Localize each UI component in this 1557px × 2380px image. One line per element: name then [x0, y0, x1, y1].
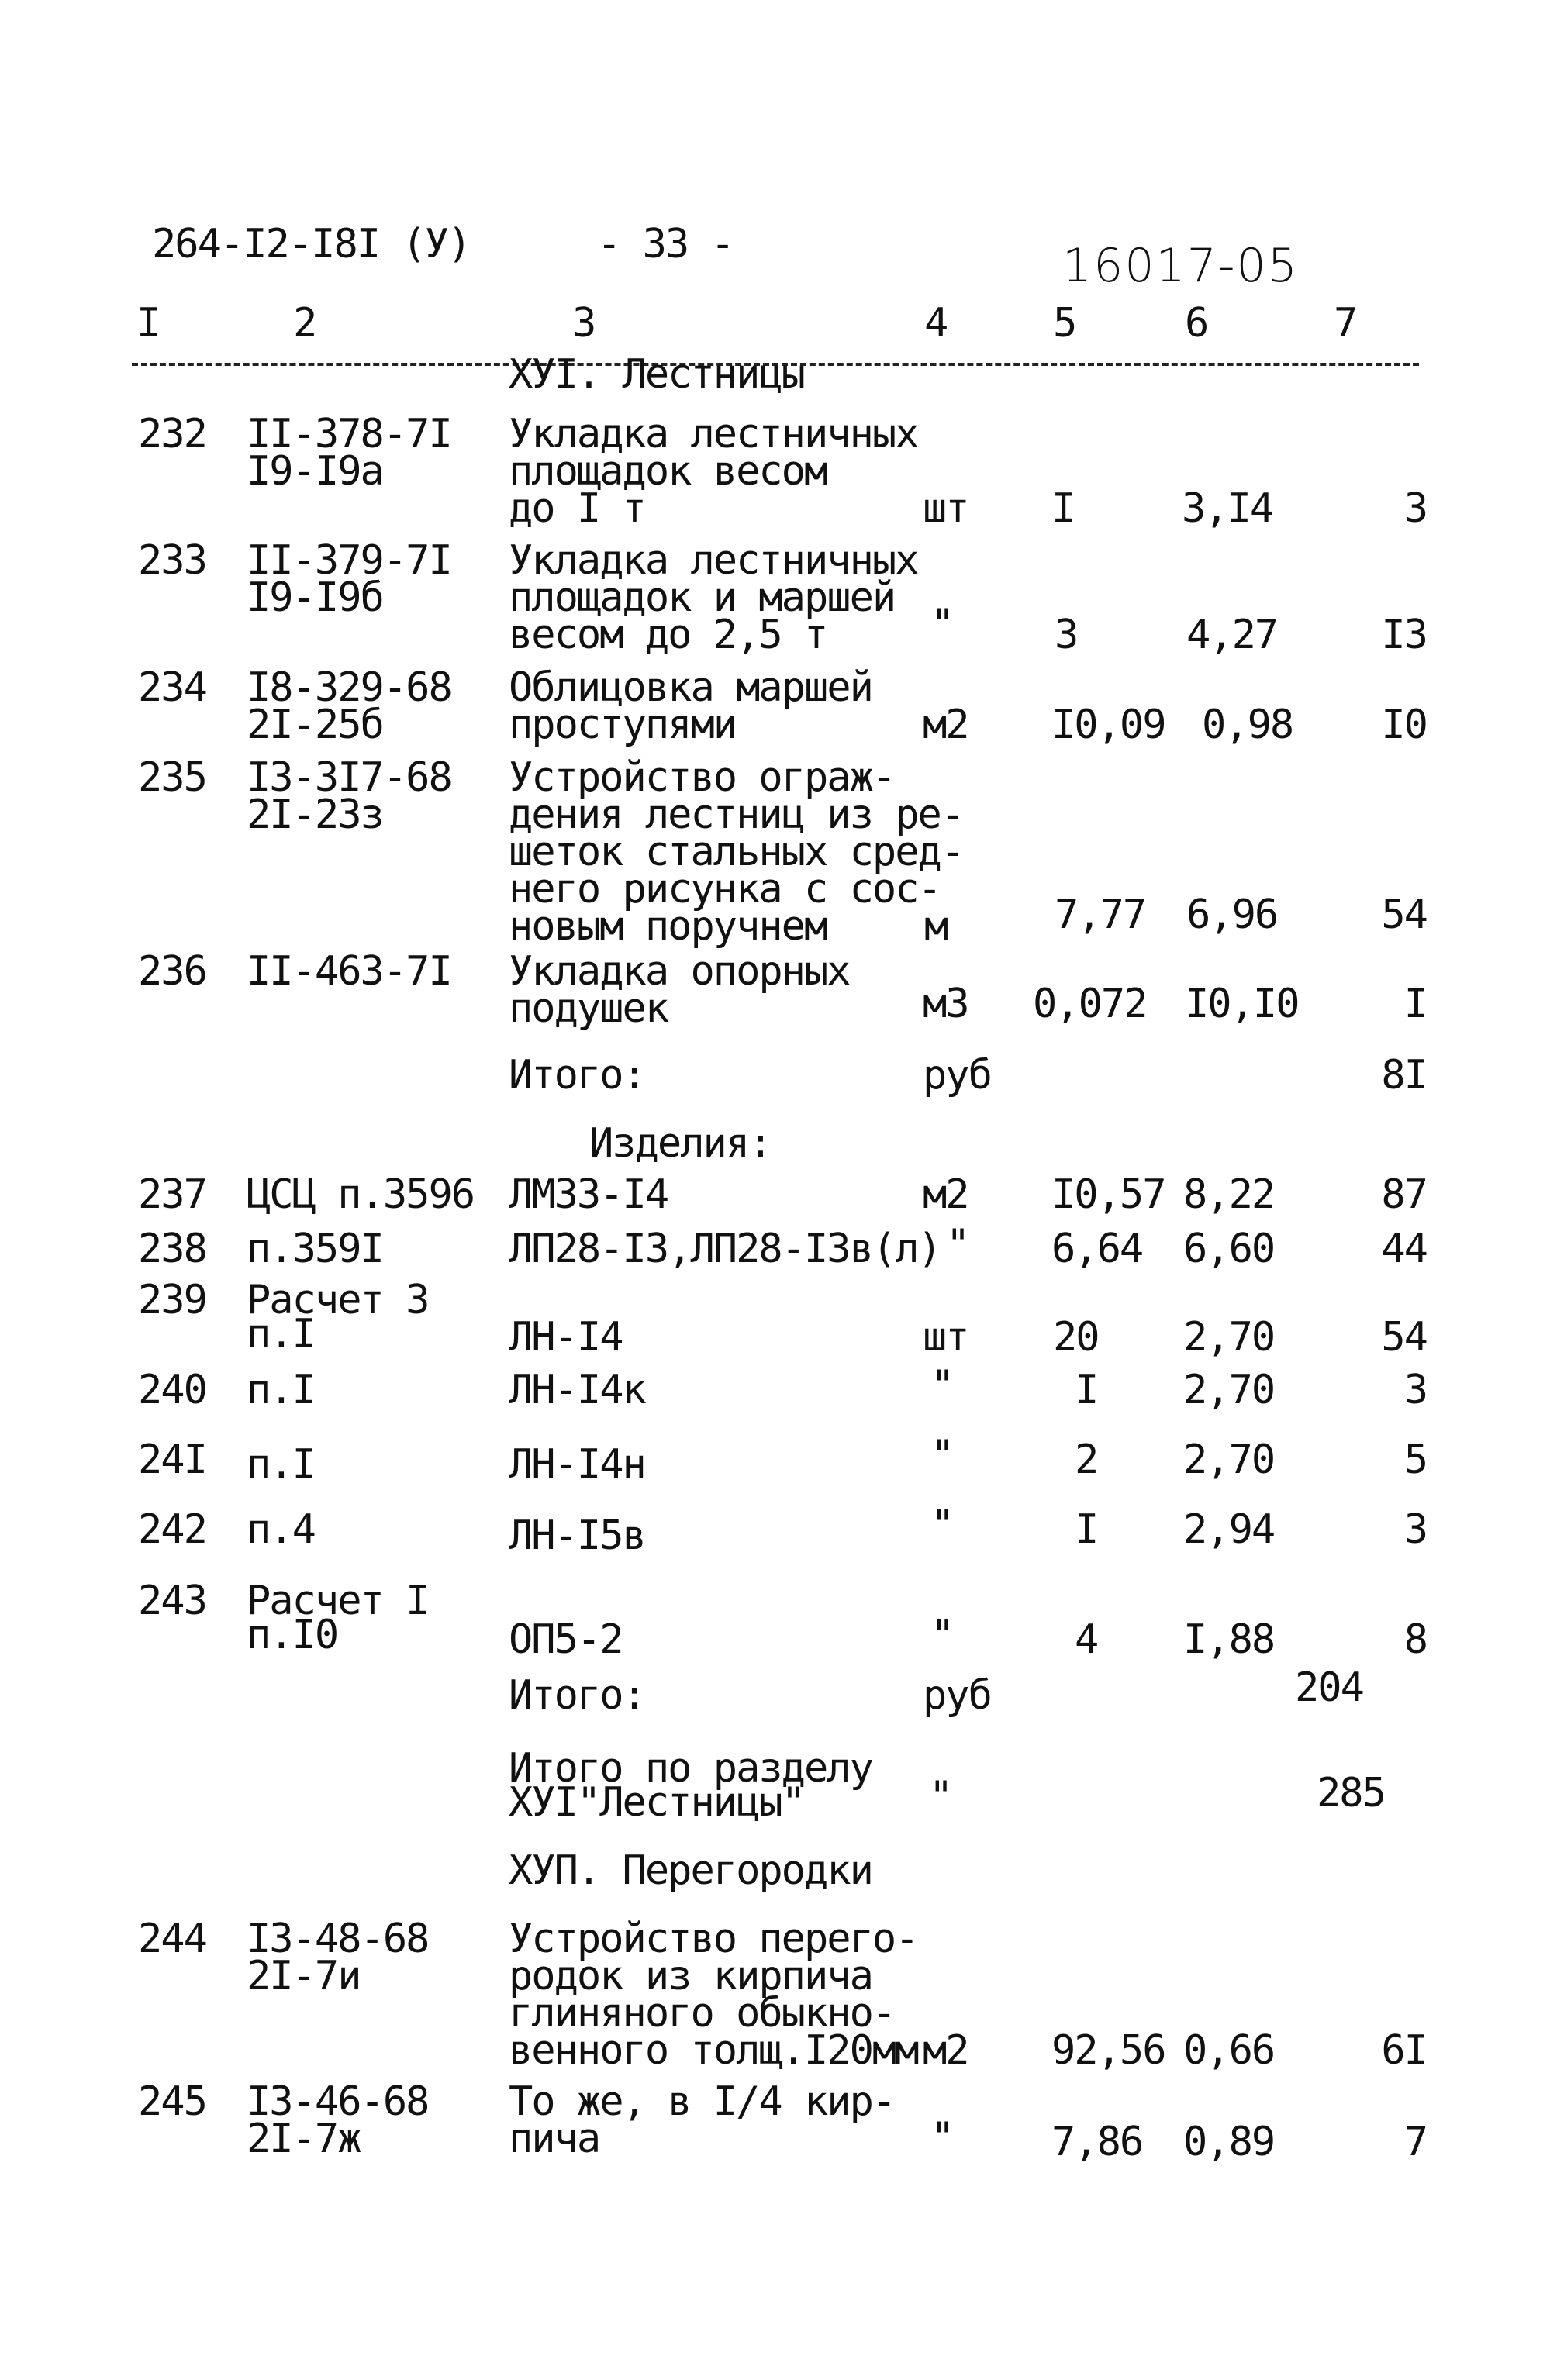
row-price: 2,70 [1183, 1367, 1275, 1413]
row-code: I9-I9б [247, 574, 383, 621]
section-title: ХУI. Лестницы [509, 351, 804, 398]
row-qty: I [1075, 1367, 1098, 1413]
row-unit: " [930, 1432, 954, 1478]
row-qty: 2 [1075, 1437, 1098, 1483]
subtotal-unit: руб [923, 1052, 991, 1099]
row-total: 44 [1381, 1226, 1427, 1272]
row-price: 2,70 [1183, 1437, 1275, 1483]
row-desc: Устройство ограж- [509, 754, 896, 801]
row-desc: глиняного обыкно- [509, 1990, 896, 2037]
row-desc: подушек [509, 985, 668, 1032]
row-desc: Укладка опорных [509, 948, 850, 995]
row-total: 54 [1381, 1314, 1427, 1361]
row-price: I,88 [1183, 1616, 1275, 1663]
section-total-value: 285 [1317, 1770, 1385, 1816]
row-number: 240 [138, 1367, 206, 1413]
row-desc: новым поручнем [509, 903, 827, 950]
row-desc: весом до 2,5 т [509, 612, 827, 658]
row-unit: " [930, 1362, 954, 1409]
row-code: II-379-7I [247, 537, 451, 584]
row-price: 0,98 [1202, 702, 1293, 748]
row-unit: " [930, 1612, 954, 1658]
row-desc: ЛП28-I3,ЛП28-I3в(л) [509, 1226, 941, 1272]
row-total: I0 [1381, 702, 1427, 748]
row-unit: " [946, 1221, 969, 1268]
row-desc: ЛН-I4 [509, 1314, 623, 1361]
row-total: 7 [1403, 2119, 1427, 2165]
row-code: п.359I [247, 1226, 383, 1272]
row-number: 24I [138, 1437, 206, 1483]
row-unit: м2 [923, 702, 968, 748]
row-total: I3 [1381, 612, 1427, 658]
row-price: 0,89 [1183, 2119, 1275, 2165]
row-code: п.I [247, 1311, 315, 1357]
row-number: 239 [138, 1277, 206, 1323]
row-code: 2I-7ж [247, 2116, 361, 2162]
row-unit: шт [923, 485, 968, 532]
row-number: 236 [138, 948, 206, 995]
row-unit: м2 [923, 1171, 968, 1218]
row-code: 2I-7и [247, 1953, 361, 1999]
row-price: I0,I0 [1185, 981, 1299, 1027]
row-price: 8,22 [1183, 1171, 1275, 1218]
row-qty: 0,072 [1033, 981, 1147, 1027]
row-desc: Устройство перего- [509, 1916, 918, 1962]
row-code: Расчет 3 [247, 1277, 429, 1323]
row-desc: То же, в I/4 кир- [509, 2078, 896, 2125]
col-num-3: 3 [572, 300, 596, 347]
row-desc: площадок весом [509, 448, 827, 495]
section-total-label: ХУI"Лестницы" [509, 1779, 804, 1826]
row-desc: Облицовка маршей [509, 664, 872, 711]
row-desc: пича [509, 2116, 600, 2162]
row-qty: I0,57 [1051, 1171, 1165, 1218]
row-total: 3 [1403, 1506, 1427, 1553]
row-number: 245 [138, 2078, 206, 2125]
row-price: 2,94 [1183, 1506, 1275, 1553]
row-number: 232 [138, 411, 206, 457]
row-price: 4,27 [1186, 612, 1278, 658]
row-desc: площадок и маршей [509, 574, 896, 621]
row-number: 242 [138, 1506, 206, 1553]
row-qty: 6,64 [1051, 1226, 1143, 1272]
row-unit: м2 [923, 2027, 968, 2074]
row-code: п.I [247, 1441, 315, 1488]
row-number: 234 [138, 664, 206, 711]
row-qty: 92,56 [1051, 2027, 1165, 2074]
row-code: п.4 [247, 1506, 315, 1553]
row-code: I9-I9а [247, 448, 383, 495]
row-desc: ЛН-I4к [509, 1367, 645, 1413]
row-desc: до I т [509, 485, 645, 532]
row-total: I [1403, 981, 1427, 1027]
row-code: ЦСЦ п.3596 [247, 1171, 475, 1218]
page-number: - 33 - [597, 221, 734, 267]
row-desc: него рисунка с сос- [509, 866, 941, 912]
row-qty: I [1051, 485, 1075, 532]
row-desc: венного толщ.I20мм [509, 2027, 918, 2074]
col-num-7: 7 [1334, 300, 1357, 347]
row-unit: шт [923, 1314, 968, 1361]
subtotal-total: 204 [1295, 1664, 1363, 1711]
row-price: 0,66 [1183, 2027, 1275, 2074]
row-code: II-463-7I [247, 948, 451, 995]
row-code: Расчет I [247, 1578, 429, 1624]
row-desc: шеток стальных сред- [509, 829, 964, 875]
subtotal-label: Итого: [509, 1052, 645, 1099]
row-unit: " [930, 2114, 954, 2161]
row-code: п.I0 [247, 1612, 338, 1658]
row-code: п.I [247, 1367, 315, 1413]
row-unit: м3 [923, 981, 968, 1027]
row-qty: 7,77 [1055, 892, 1146, 938]
row-code: I8-329-68 [247, 664, 451, 711]
row-qty: 20 [1053, 1314, 1099, 1361]
row-desc: Укладка лестничных [509, 537, 918, 584]
products-title: Изделия: [589, 1120, 772, 1167]
col-num-6: 6 [1185, 300, 1208, 347]
row-code: II-378-7I [247, 411, 451, 457]
row-price: 2,70 [1183, 1314, 1275, 1361]
row-total: 54 [1381, 892, 1427, 938]
row-unit: " [930, 1502, 954, 1548]
doc-code: 264-I2-I8I (У) [152, 221, 471, 267]
col-num-2: 2 [293, 300, 316, 347]
handwritten-number: 16017-05 [1062, 239, 1299, 293]
row-code: I3-46-68 [247, 2078, 429, 2125]
row-number: 243 [138, 1578, 206, 1624]
row-code: 2I-25б [247, 702, 383, 748]
row-number: 244 [138, 1916, 206, 1962]
row-desc: Укладка лестничных [509, 411, 918, 457]
subtotal-unit: руб [923, 1672, 991, 1719]
col-num-1: I [136, 300, 160, 347]
row-desc: проступями [509, 702, 737, 748]
row-desc: ЛМ33-I4 [509, 1171, 668, 1218]
row-total: 6I [1381, 2027, 1427, 2074]
row-code: I3-48-68 [247, 1916, 429, 1962]
row-desc: родок из кирпича [509, 1953, 872, 1999]
section-total-label: Итого по разделу [509, 1745, 872, 1792]
row-unit: " [930, 601, 954, 647]
row-price: 6,60 [1183, 1226, 1275, 1272]
row-desc: ОП5-2 [509, 1616, 623, 1663]
row-qty: 7,86 [1051, 2119, 1143, 2165]
row-total: 87 [1381, 1171, 1427, 1218]
row-total: 3 [1403, 485, 1427, 532]
row-desc: ЛН-I4н [509, 1441, 645, 1488]
row-number: 238 [138, 1226, 206, 1272]
row-total: 3 [1403, 1367, 1427, 1413]
row-desc: ЛН-I5в [509, 1513, 645, 1559]
section-title: ХУП. Перегородки [509, 1847, 872, 1894]
row-qty: 4 [1075, 1616, 1098, 1663]
row-price: 6,96 [1186, 892, 1278, 938]
subtotal-total: 8I [1381, 1052, 1427, 1099]
section-total-unit: " [929, 1773, 952, 1819]
row-unit: м [924, 903, 948, 950]
row-code: I3-3I7-68 [247, 754, 451, 801]
row-qty: I0,09 [1051, 702, 1165, 748]
row-qty: 3 [1055, 612, 1078, 658]
row-total: 8 [1403, 1616, 1427, 1663]
row-price: 3,I4 [1182, 485, 1273, 532]
row-qty: I [1075, 1506, 1098, 1553]
col-num-5: 5 [1053, 300, 1076, 347]
row-number: 235 [138, 754, 206, 801]
row-total: 5 [1403, 1437, 1427, 1483]
row-number: 233 [138, 537, 206, 584]
row-desc: дения лестниц из ре- [509, 792, 964, 838]
row-number: 237 [138, 1171, 206, 1218]
col-num-4: 4 [924, 300, 948, 347]
row-code: 2I-23з [247, 792, 383, 838]
subtotal-label: Итого: [509, 1672, 645, 1719]
